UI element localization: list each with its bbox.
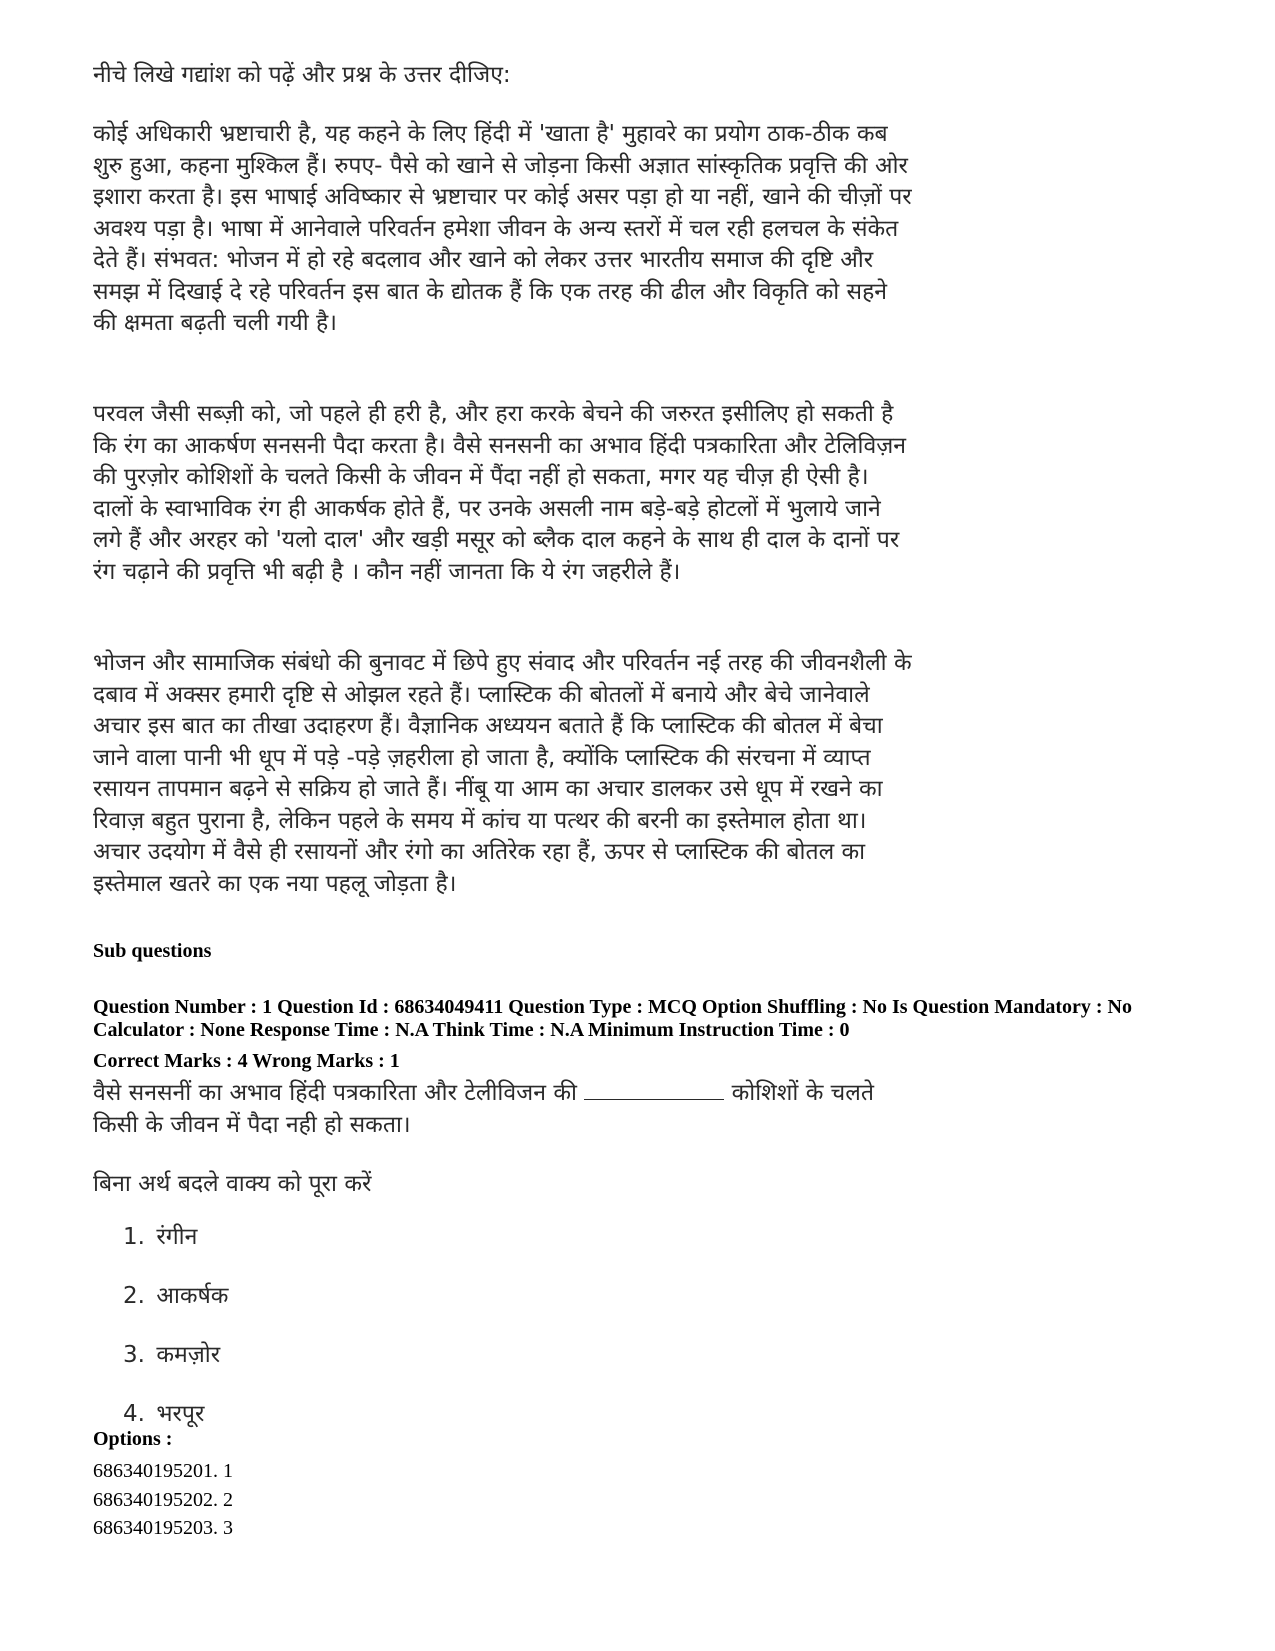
choice-number: 2. xyxy=(123,1283,145,1309)
question-text-before-blank: वैसे सनसनीं का अभाव हिंदी पत्रकारिता और टेलीविजन की xyxy=(93,1080,585,1106)
choice-item xyxy=(123,1222,228,1281)
fill-in-blank xyxy=(584,1079,724,1100)
passage-paragraph-2: परवल जैसी सब्ज़ी को, जो पहले ही हरी है, और हरा करके बेचने की जरुरत इसीलिए हो सकती है कि रंग का आकर्षण सनसनी पैदा करता है। वैसे सनसनी का अभाव हिंदी पत्रकारिता और टेलिविज़न की पुरज़ोर कोशिशों के चलते किसी के जीवन में पैंदा नहीं हो सकता, मगर यह चीज़ ही ऐसी है। दालों के स्वाभाविक रंग ही आकर्षक होते हैं, पर उनके असली नाम बड़े-बड़े होटलों में भुलाये जाने लगे हैं और अरहर को 'यलो दाल' और खड़ी मसूर को ब्लैक दाल कहने के साथ ही दाल के दानों पर रंग चढ़ाने की प्रवृत्ति भी बढ़ी है । कौन नहीं जानता कि ये रंग जहरीले हैं। xyxy=(93,401,907,585)
option-id-item: 686340195201. 1 xyxy=(93,1460,233,1482)
choice-text: आकर्षक xyxy=(156,1283,229,1309)
option-id-item: 686340195203. 3 xyxy=(93,1517,233,1539)
sub-questions-heading: Sub questions xyxy=(93,940,212,962)
choice-number: 1. xyxy=(123,1224,145,1250)
choice-number: 3. xyxy=(123,1342,145,1368)
choice-list xyxy=(123,1222,228,1458)
choice-text: कमज़ोर xyxy=(156,1342,221,1368)
passage-paragraph-3: भोजन और सामाजिक संबंधो की बुनावट में छिपे हुए संवाद और परिवर्तन नई तरह की जीवनशैली के दबाव में अक्सर हमारी दृष्टि से ओझल रहते हैं। प्लास्टिक की बोतलों में बनाये और बेचे जानेवाले अचार इस बात का तीखा उदाहरण हैं। वैज्ञानिक अध्ययन बताते हैं कि प्लास्टिक की बोतल में बेचा जाने वाला पानी भी धूप में पड़े -पड़े ज़हरीला हो जाता है, क्योंकि प्लास्टिक की संरचना में व्याप्त रसायन तापमान बढ़ने से सक्रिय हो जाते हैं। नींबू या आम का अचार डालकर उसे धूप में रखने का रिवाज़ बहुत पुराना है, लेकिन पहले के समय में कांच या पत्थर की बरनी का इस्तेमाल होता था। अचार उदयोग में वैसे ही रसायनों और रंगो का अतिरेक रहा हैं, ऊपर से प्लास्टिक की बोतल का इस्तेमाल खतरे का एक नया पहलू जोड़ता है। xyxy=(93,650,912,897)
option-id-item: 686340195202. 2 xyxy=(93,1488,233,1511)
question-text-after-blank: कोशिशों के चलते किसी के जीवन में पैदा नही हो सकता। xyxy=(93,1080,874,1138)
choice-item xyxy=(123,1340,228,1399)
question-metadata: Question Number : 1 Question Id : 68634049411 Question Type : MCQ Option Shuffling : No Is Question Mandatory : No Calculator : None Response Time : N.A Think Time : N.A Minimum Instruction Time : 0 xyxy=(93,996,1132,1041)
choice-text: भरपूर xyxy=(156,1401,205,1427)
choice-number: 4. xyxy=(123,1401,145,1427)
options-heading: Options : xyxy=(93,1428,173,1450)
option-id-list xyxy=(93,1457,233,1543)
choice-text: रंगीन xyxy=(156,1224,198,1250)
passage-instruction: नीचे लिखे गद्यांश को पढ़ें और प्रश्न के उत्तर दीजिए: xyxy=(93,62,511,88)
question-marks: Correct Marks : 4 Wrong Marks : 1 xyxy=(93,1050,400,1072)
choice-item xyxy=(123,1281,228,1340)
question-text xyxy=(93,1078,883,1141)
question-instruction: बिना अर्थ बदले वाक्य को पूरा करें xyxy=(93,1171,372,1197)
passage-paragraph-1: कोई अधिकारी भ्रष्टाचारी है, यह कहने के लिए हिंदी में 'खाता है' मुहावरे का प्रयोग ठाक-ठीक कब शुरु हुआ, कहना मुश्किल हैं। रुपए- पैसे को खाने से जोड़ना किसी अज्ञात सांस्कृतिक प्रवृत्ति की ओर इशारा करता है। इस भाषाई अविष्कार से भ्रष्टाचार पर कोई असर पड़ा हो या नहीं, खाने की चीज़ों पर अवश्य पड़ा है। भाषा में आनेवाले परिवर्तन हमेशा जीवन के अन्य स्तरों में चल रही हलचल के संकेत देते हैं। संभवत: भोजन में हो रहे बदलाव और खाने को लेकर उत्तर भारतीय समाज की दृष्टि और समझ में दिखाई दे रहे परिवर्तन इस बात के द्योतक हैं कि एक तरह की ढील और विकृति को सहने की क्षमता बढ़ती चली गयी है। xyxy=(93,121,912,336)
